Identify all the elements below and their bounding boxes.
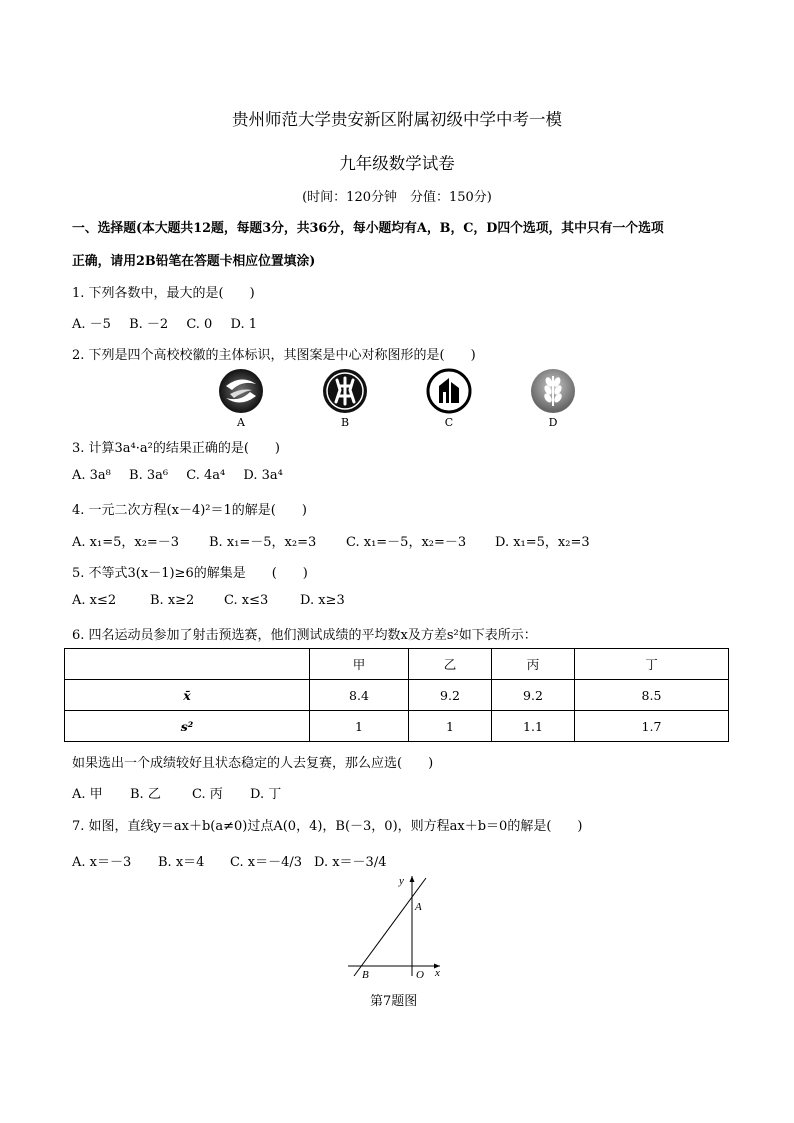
point-b-label: B xyxy=(362,969,369,981)
q4-stem: 4. 一元二次方程(x－4)²＝1的解是( ) xyxy=(72,503,307,518)
q5-option-b: B. x≥2 xyxy=(150,593,195,608)
q7-figure-caption: 第7题图 xyxy=(370,994,418,1009)
q6-stem: 6. 四名运动员参加了射击预选赛，他们测试成绩的平均数x及方差s²如下表所示： xyxy=(72,628,537,643)
q1-options xyxy=(72,313,271,332)
q7-option-a: A. x＝－3 xyxy=(72,855,132,870)
x-axis-label: x xyxy=(435,967,440,979)
table-corner-cell xyxy=(65,649,310,680)
q7-option-b: B. x＝4 xyxy=(158,855,205,870)
q3-option-a: A. 3a⁸ xyxy=(72,468,111,483)
logo-label-a: A xyxy=(237,416,245,429)
q1-option-c: C. 0 xyxy=(186,317,213,332)
point-a-label: A xyxy=(415,901,422,913)
q6-option-d: D. 丁 xyxy=(250,787,282,802)
q1-option-b: B. －2 xyxy=(129,317,169,332)
table-cell: 1.7 xyxy=(575,711,729,742)
table-row-label: x̄ xyxy=(65,680,310,711)
q4-option-c: C. x₁=－5，x₂=－3 xyxy=(346,535,467,550)
exam-meta: (时间：120分钟 分值：150分) xyxy=(302,190,492,205)
table-row xyxy=(65,680,729,711)
q1-option-a: A. －5 xyxy=(72,317,111,332)
q4-option-a: A. x₁=5，x₂=－3 xyxy=(72,535,180,550)
q5-stem: 5. 不等式3(x－1)≥6的解集是 ( ) xyxy=(72,566,308,581)
logo-a-swirl-icon xyxy=(218,368,264,418)
table-cell: 1.1 xyxy=(492,711,575,742)
q7-option-d: D. x＝－3/4 xyxy=(314,855,387,870)
q1-stem: 1. 下列各数中，最大的是( ) xyxy=(72,286,255,301)
logo-label-b: B xyxy=(340,416,350,429)
q3-option-c: C. 4a⁴ xyxy=(186,468,226,483)
q2-stem: 2. 下列是四个高校校徽的主体标识，其图案是中心对称图形的是( ) xyxy=(72,348,476,363)
logo-b-seal-icon xyxy=(322,368,368,418)
q6-question: 如果选出一个成绩较好且状态稳定的人去复赛，那么应选( ) xyxy=(72,756,434,771)
y-axis-label: y xyxy=(399,875,404,887)
q5-option-a: A. x≤2 xyxy=(72,593,117,608)
q6-option-a: A. 甲 xyxy=(72,787,103,802)
q3-option-b: B. 3a⁶ xyxy=(129,468,169,483)
q6-option-b: B. 乙 xyxy=(130,787,161,802)
origin-label: O xyxy=(416,969,424,981)
q4-options xyxy=(72,531,590,550)
table-row-label: s² xyxy=(65,711,310,742)
line-y-ax-b xyxy=(354,878,426,976)
q5-options xyxy=(72,593,345,608)
table-cell: 8.4 xyxy=(310,680,409,711)
table-cell: 9.2 xyxy=(409,680,492,711)
q7-figure xyxy=(340,872,450,982)
q4-option-b: B. x₁=－5，x₂=3 xyxy=(209,535,317,550)
logo-d-wheat-icon xyxy=(530,368,576,418)
q5-option-d: D. x≥3 xyxy=(300,593,345,608)
q7-options xyxy=(72,851,386,870)
q3-option-d: D. 3a⁴ xyxy=(243,468,283,483)
logo-label-d: D xyxy=(548,416,558,429)
table-header-cell: 乙 xyxy=(409,649,492,680)
q7-option-c: C. x＝－4/3 xyxy=(230,855,303,870)
table-cell: 9.2 xyxy=(492,680,575,711)
q1-option-d: D. 1 xyxy=(230,317,257,332)
table-header-cell: 甲 xyxy=(310,649,409,680)
table-header-cell: 丁 xyxy=(575,649,729,680)
q3-stem: 3. 计算3a⁴·a²的结果正确的是( ) xyxy=(72,441,281,456)
q7-stem: 7. 如图，直线y＝ax＋b(a≠0)过点A(0，4)，B(－3，0)，则方程ax＋b＝0的解是( ) xyxy=(72,819,583,834)
section-heading-line2: 正确，请用2B铅笔在答题卡相应位置填涂) xyxy=(72,254,316,269)
logo-label-c: C xyxy=(444,416,454,429)
q6-option-c: C. 丙 xyxy=(192,787,223,802)
table-header-cell: 丙 xyxy=(492,649,575,680)
table-row xyxy=(65,711,729,742)
logo-c-building-icon xyxy=(426,368,472,418)
q3-options xyxy=(72,468,297,483)
table-cell: 8.5 xyxy=(575,680,729,711)
table-cell: 1 xyxy=(310,711,409,742)
q6-options xyxy=(72,783,281,802)
q5-option-c: C. x≤3 xyxy=(224,593,269,608)
table-cell: 1 xyxy=(409,711,492,742)
q7-graph xyxy=(340,872,450,982)
q4-option-d: D. x₁=5，x₂=3 xyxy=(495,535,590,550)
exam-title: 贵州师范大学贵安新区附属初级中学中考一模 xyxy=(232,110,562,129)
y-axis-arrow-icon xyxy=(410,876,415,882)
section-heading-line1: 一、选择题(本大题共12题，每题3分，共36分，每小题均有A，B，C，D四个选项，其中只有一个选项 xyxy=(72,221,664,236)
q6-score-table xyxy=(64,648,729,742)
exam-subtitle: 九年级数学试卷 xyxy=(339,154,455,173)
table-header-row xyxy=(65,649,729,680)
